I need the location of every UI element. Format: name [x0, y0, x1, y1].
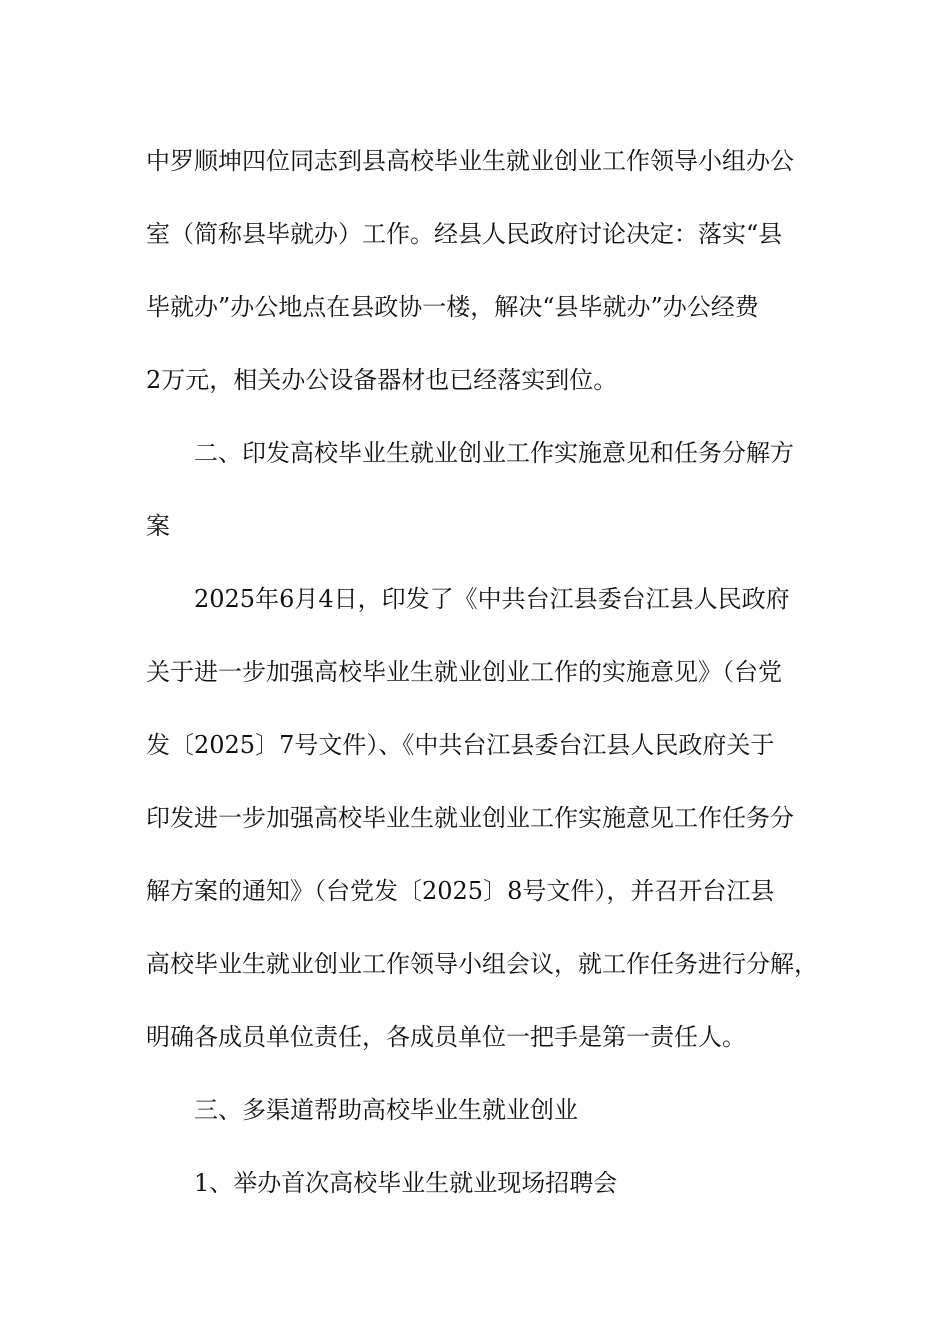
- paragraph-line: 毕就办”办公地点在县政协一楼，解决“县毕就办”办公经费: [146, 293, 759, 321]
- section-heading-two-continued: 案: [146, 512, 170, 540]
- subsection-heading-one: 1、举办首次高校毕业生就业现场招聘会: [194, 1169, 618, 1197]
- paragraph-line: 发〔2025〕7号文件）、《中共台江县委台江县人民政府关于: [146, 731, 775, 759]
- paragraph-line: 室（简称县毕就办）工作。经县人民政府讨论决定：落实“县: [146, 220, 783, 248]
- paragraph-line: 解方案的通知》（台党发〔2025〕8号文件），并召开台江县: [146, 877, 775, 905]
- paragraph-line: 2万元，相关办公设备器材也已经落实到位。: [146, 366, 618, 394]
- paragraph-line: 明确各成员单位责任，各成员单位一把手是第一责任人。: [146, 1023, 746, 1051]
- section-heading-three: 三、多渠道帮助高校毕业生就业创业: [194, 1096, 578, 1124]
- section-heading-two: 二、印发高校毕业生就业创业工作实施意见和任务分解方: [194, 439, 794, 467]
- paragraph-line: 高校毕业生就业创业工作领导小组会议，就工作任务进行分解，: [146, 950, 818, 978]
- paragraph-line: 关于进一步加强高校毕业生就业创业工作的实施意见》（台党: [146, 658, 782, 686]
- paragraph-line: 印发进一步加强高校毕业生就业创业工作实施意见工作任务分: [146, 804, 794, 832]
- document-body: [146, 125, 836, 1220]
- paragraph-line: 2025年6月4日，印发了《中共台江县委台江县人民政府: [194, 585, 790, 613]
- paragraph-line: 中罗顺坤四位同志到县高校毕业生就业创业工作领导小组办公: [146, 147, 794, 175]
